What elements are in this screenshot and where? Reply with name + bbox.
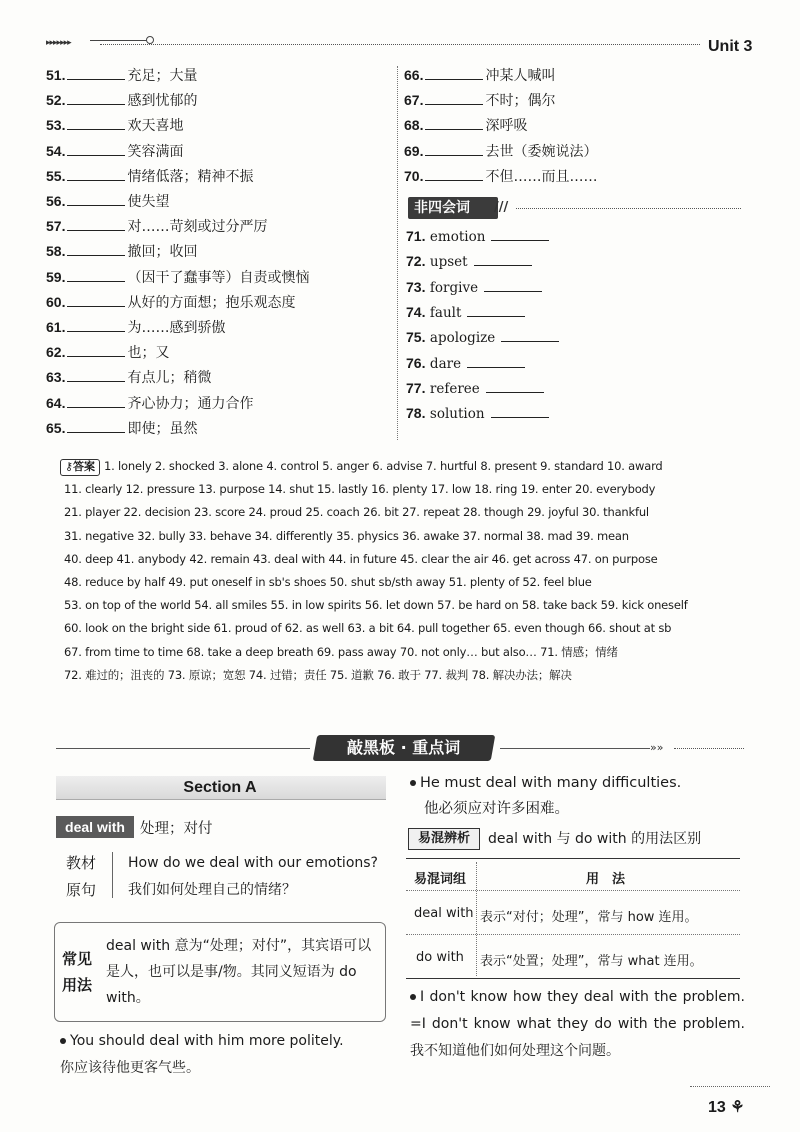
item-meaning: 即使；虽然 [127,420,198,437]
item-number: 59. [46,268,66,285]
non-core-item [406,226,549,246]
vocab-item [46,292,295,312]
answer-blank[interactable] [67,369,125,382]
item-number: 71. [406,228,426,244]
vocab-item [404,90,555,110]
answer-line: 31. negative 32. bully 33. behave 34. differently 35. physics 36. awake 37. normal 38. mad 39. mean [64,528,629,543]
banner-rule-dotted [674,748,744,749]
answer-blank[interactable] [67,269,125,282]
item-number: 55. [46,167,66,184]
vocab-item [46,241,197,261]
compare-title: deal with 与 do with 的用法区别 [488,831,702,847]
table-rule-bottom [406,978,740,979]
vocab-item [46,65,197,85]
banner-rule-left [56,748,310,749]
source-sentence [128,850,378,904]
non-core-words-badge: 非四会词 [408,197,498,219]
answer-blank[interactable] [491,228,549,241]
page-number-text: 13 [708,1099,726,1116]
bullet-icon [410,780,416,786]
answer-blank[interactable] [67,395,125,408]
answer-line: 40. deep 41. anybody 42. remain 43. deal with 44. in future 45. clear the air 46. get across 47. on purpose [64,551,658,566]
bullet-icon [410,994,416,1000]
table-rule [406,934,740,935]
item-number: 75. [406,329,426,346]
item-number: 53. [46,117,66,134]
banner-arrows-decoration: »» [650,741,664,754]
item-meaning: 情绪低落；精神不振 [127,168,254,185]
answer-blank[interactable] [67,319,125,332]
vocab-item [404,141,597,161]
item-meaning: 从好的方面想；抱乐观态度 [127,294,296,311]
item-word: emotion [429,229,486,245]
item-meaning: 笑容满面 [127,143,184,160]
vocab-item [46,317,225,337]
vocab-item [46,342,169,362]
item-word: upset [429,254,468,271]
answer-blank[interactable] [467,304,525,317]
non-core-item [406,403,549,423]
item-number: 66. [404,67,424,83]
item-number: 58. [46,243,66,260]
source-label-line1: 教材 [66,854,97,872]
banner-title: 敲黑板 · 重点词 [347,738,461,757]
phrase-badge: deal with [56,816,134,838]
item-number: 65. [46,419,66,436]
non-core-rule [516,208,741,209]
table-cell-usage: 表示“处置；处理”，常与 what 连用。 [480,954,703,969]
footer-rule-dotted [690,1086,770,1087]
non-core-item [406,353,525,373]
key-words-banner [313,735,496,761]
answer-blank[interactable] [67,218,125,231]
vocab-item [404,166,597,186]
example-sentence-3 [410,984,745,1065]
vocab-item [46,267,309,287]
header-rule-circle [146,36,154,44]
answer-blank[interactable] [67,143,125,156]
answer-blank[interactable] [474,253,532,266]
table-column-divider [476,862,477,976]
table-cell-phrase: deal with [414,906,474,921]
item-meaning: 深呼吸 [485,118,528,135]
table-rule [406,890,740,891]
answer-blank[interactable] [425,143,483,156]
vocab-item [46,166,253,186]
item-meaning: 对……苛刻或过分严厉 [127,219,268,236]
item-meaning: 有点儿；稍微 [127,370,212,387]
key-icon: ⚷ [64,460,74,473]
vocab-item [46,191,169,211]
answer-blank[interactable] [425,92,483,105]
item-word: referee [429,380,480,397]
item-number: 63. [46,369,66,386]
item-number: 57. [46,218,66,235]
header-rule-solid [90,40,150,41]
usage-label [62,946,98,998]
item-word: dare [429,355,462,372]
unit-title: Unit 3 [708,38,753,55]
column-divider [397,66,398,440]
answer-line: 60. look on the bright side 61. proud of 62. as well 63. a bit 64. pull together 65. even though 66. shout at sb [64,621,672,636]
example-2-zh: 他必须应对许多困难。 [424,801,569,817]
source-bar [112,852,113,898]
answer-line: 72. 难过的；沮丧的 73. 原谅；宽恕 74. 过错；责任 75. 道歉 76. 敢于 77. 裁判 78. 解决办法；解决 [64,667,572,682]
answer-line: 67. from time to time 68. take a deep breath 69. pass away 70. not only… but also… 71. 情感；情绪 [64,644,618,659]
source-sentence-zh: 我们如何处理自己的情绪？ [128,882,296,898]
source-sentence-en: How do we deal with our emotions? [128,855,378,871]
answer-key-block [60,455,750,687]
answer-line: 11. clearly 12. pressure 13. purpose 14. shut 15. lastly 16. plenty 17. low 18. ring 19. enter 20. everybody [64,482,656,497]
answer-blank[interactable] [67,420,125,433]
source-label-line2: 原句 [66,881,97,899]
item-number: 70. [404,167,424,184]
item-meaning: 撤回；收回 [127,244,198,261]
source-label [66,850,102,904]
item-number: 78. [406,405,426,422]
compare-table [406,858,740,982]
answer-line: 53. on top of the world 54. all smiles 55. in low spirits 56. let down 57. be hard on 58. take back 59. kick oneself [64,598,688,613]
item-meaning: 不时；偶尔 [485,93,556,110]
answer-blank[interactable] [486,380,544,393]
item-meaning: 不但……而且…… [485,168,598,185]
answer-blank[interactable] [501,329,559,342]
example-sentence-1 [60,1028,344,1082]
answer-blank[interactable] [425,117,483,130]
item-meaning: 欢天喜地 [127,118,184,135]
item-number: 51. [46,67,66,83]
item-number: 76. [406,354,426,371]
phrase-meaning: 处理；对付 [140,821,213,837]
answer-blank[interactable] [67,92,125,105]
vocab-item [404,115,527,135]
answer-blank[interactable] [67,344,125,357]
item-meaning: （因干了蠢事等）自责或懊恼 [127,269,310,286]
item-number: 56. [46,193,66,209]
bullet-icon [60,1038,66,1044]
item-number: 69. [404,142,424,159]
answer-blank[interactable] [425,168,483,181]
vocab-item [46,393,253,413]
page-number [708,1097,745,1117]
vocab-item [46,90,197,110]
item-meaning: 去世（委婉说法） [485,143,598,160]
item-number: 73. [406,278,426,295]
example-1-zh: 你应该待他更客气些。 [60,1060,200,1076]
vocab-item [46,367,211,387]
item-word: solution [429,406,485,423]
item-number: 54. [46,142,66,159]
item-meaning: 充足；大量 [127,68,198,84]
vocab-item [404,65,555,85]
answer-line: 21. player 22. decision 23. score 24. proud 25. coach 26. bit 27. repeat 28. though 29. joyful 30. thankful [64,505,649,520]
header-rule-dotted [100,44,700,45]
item-number: 64. [46,394,66,411]
item-meaning: 也；又 [127,345,170,362]
item-number: 67. [404,92,424,109]
item-meaning: 使失望 [127,194,170,210]
item-number: 68. [404,117,424,134]
item-number: 60. [46,293,66,310]
table-cell-usage: 表示“对付；处理”，常与 how 连用。 [480,910,698,925]
usage-label-line1: 常见 [62,950,93,968]
table-cell-phrase: do with [416,950,464,965]
balloon-icon: ⚘ [730,1099,745,1116]
answer-blank[interactable] [67,117,125,130]
item-word: forgive [429,279,479,296]
compare-badge: 易混辨析 [408,828,480,850]
answer-blank[interactable] [67,168,125,181]
item-meaning: 为……感到骄傲 [127,320,226,336]
usage-label-line2: 用法 [62,976,93,994]
item-number: 52. [46,92,66,109]
answer-blank[interactable] [67,193,125,206]
example-3-text: I don't know how they deal with the problem. =I don't know what they do with the problem. 我不知道他们如何处理这个问题。 [410,989,745,1059]
vocab-item [46,115,183,135]
table-rule-top [406,858,740,859]
item-meaning: 齐心协力；通力合作 [127,395,254,412]
answer-line: 1. lonely 2. shocked 3. alone 4. control 5. anger 6. advise 7. hurtful 8. present 9. standard 10. award [104,459,663,473]
answer-blank[interactable] [484,279,542,292]
example-sentence-2 [410,770,681,822]
answer-blank[interactable] [491,405,549,418]
item-word: fault [429,304,462,321]
section-title: Section A [183,779,257,796]
item-number: 74. [406,303,426,320]
item-meaning: 感到忧郁的 [127,93,198,110]
answer-blank[interactable] [467,355,525,368]
item-word: apologize [429,330,496,347]
banner-rule-right [500,748,650,749]
non-core-item [406,277,542,297]
non-core-item [406,378,544,398]
usage-text: deal with 意为“处理；对付”，其宾语可以是人，也可以是事/物。其同义短语为 do with。 [106,938,372,1006]
answer-key-label: 答案 [73,460,96,473]
answer-blank[interactable] [425,67,483,80]
answer-line: 48. reduce by half 49. put oneself in sb's shoes 50. shut sb/sth away 51. plenty of 52. feel blue [64,575,592,589]
table-header-usage: 用 法 [586,872,626,887]
vocab-item [46,141,183,161]
non-core-item [406,302,525,322]
item-number: 77. [406,379,426,396]
item-meaning: 冲某人喊叫 [485,68,556,84]
answer-blank[interactable] [67,243,125,256]
item-number: 61. [46,319,66,335]
table-header-phrase: 易混词组 [414,872,467,887]
item-number: 62. [46,344,66,361]
vocab-item [46,216,267,236]
non-core-item [406,327,559,347]
header-arrows-decoration: ▸▸▸▸▸▸▸ [46,38,71,48]
non-core-item [406,251,532,271]
example-2-en: He must deal with many difficulties. [420,775,682,791]
answer-blank[interactable] [67,294,125,307]
example-1-en: You should deal with him more politely. [70,1033,344,1049]
item-number: 72. [406,253,426,270]
badge-slash-decoration: /// [494,200,509,215]
answer-blank[interactable] [67,67,125,80]
vocab-item [46,418,197,438]
